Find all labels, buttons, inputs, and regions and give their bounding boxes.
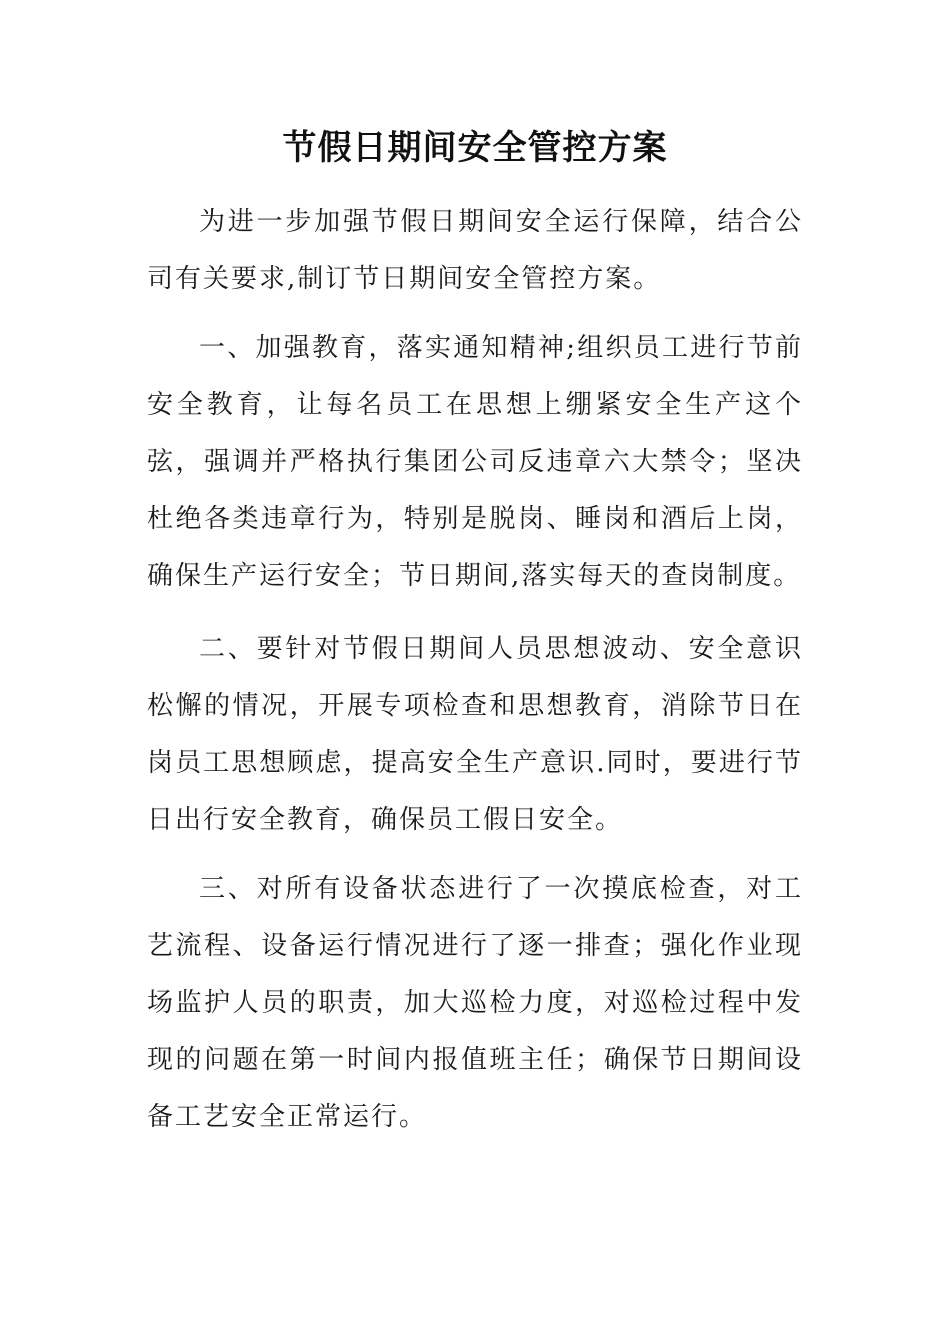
paragraph-section-two: 二、要针对节假日期间人员思想波动、安全意识松懈的情况，开展专项检查和思想教育，消除节日在岗员工思想顾虑，提高安全生产意识.同时，要进行节日出行安全教育，确保员工假日安全。 <box>147 634 803 835</box>
paragraph-section-one: 一、加强教育，落实通知精神;组织员工进行节前安全教育，让每名员工在思想上绷紧安全生产这个弦，强调并严格执行集团公司反违章六大禁令；坚决杜绝各类违章行为，特别是脱岗、睡岗和酒后上岗，确保生产运行安全；节日期间,落实每天的查岗制度。 <box>147 333 803 591</box>
paragraph-section-three: 三、对所有设备状态进行了一次摸底检查，对工艺流程、设备运行情况进行了逐一排查；强化作业现场监护人员的职责，加大巡检力度，对巡检过程中发现的问题在第一时间内报值班主任；确保节日期间设备工艺安全正常运行。 <box>147 874 803 1132</box>
document-title: 节假日期间安全管控方案 <box>282 128 668 168</box>
paragraph-intro: 为进一步加强节假日期间安全运行保障，结合公司有关要求,制订节日期间安全管控方案。 <box>147 207 803 294</box>
